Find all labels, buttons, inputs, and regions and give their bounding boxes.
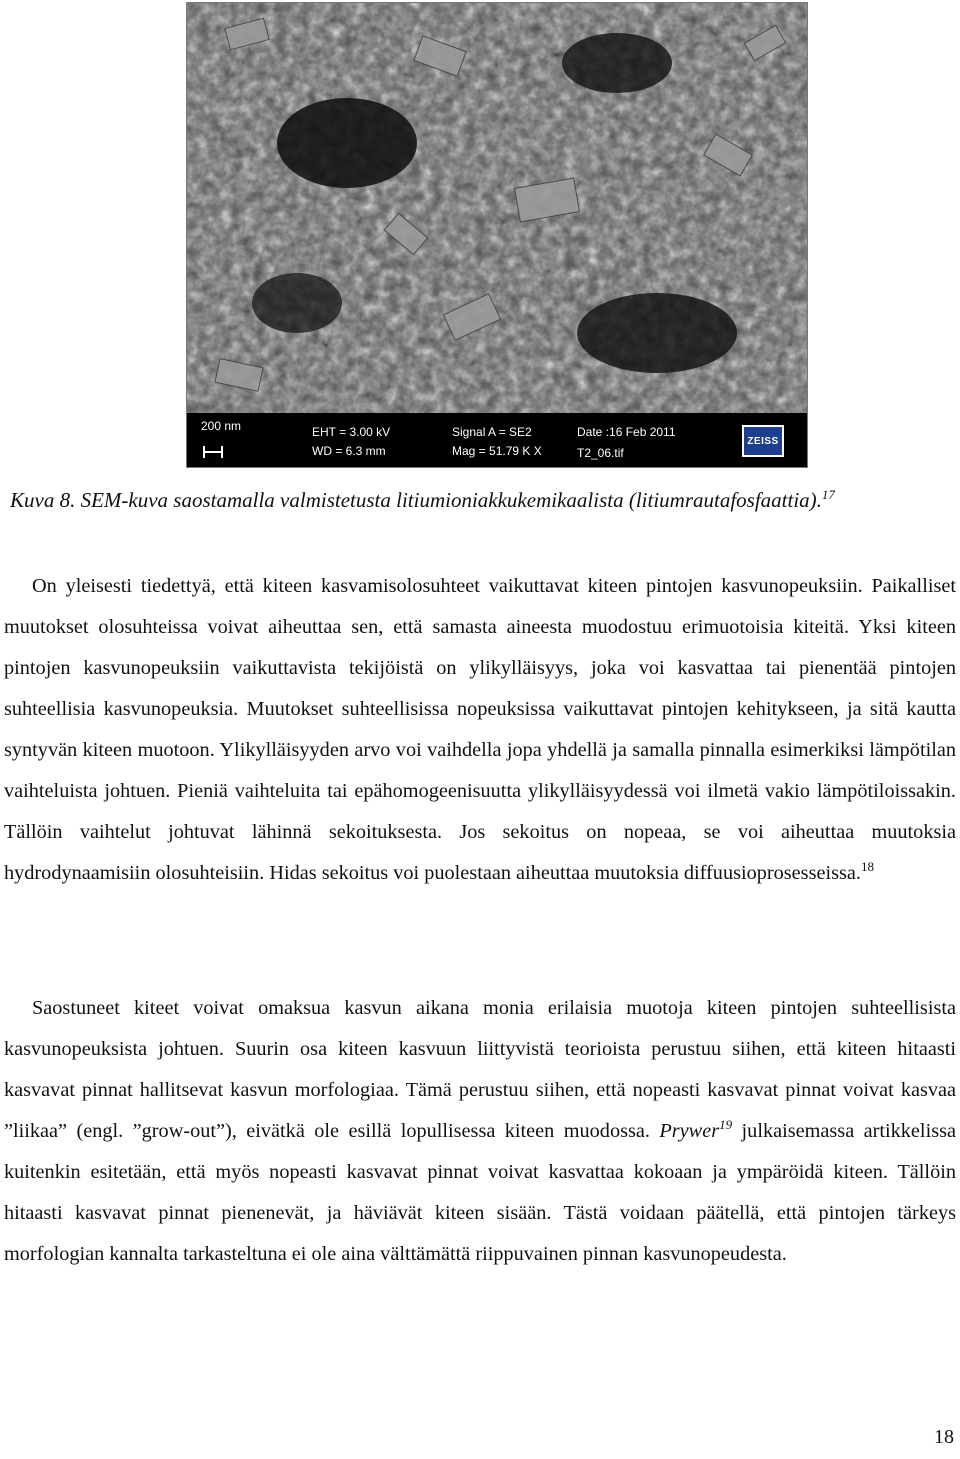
- scale-bar-icon: [203, 446, 223, 458]
- sem-info-bar: [187, 413, 807, 467]
- paragraph-2-author: Prywer: [659, 1120, 720, 1142]
- date-value: Date :16 Feb 2011: [577, 425, 676, 439]
- signal-value: Signal A = SE2: [452, 425, 532, 439]
- scale-bar-label: 200 nm: [201, 419, 242, 433]
- mag-value: Mag = 51.79 K X: [452, 444, 542, 458]
- file-name: T2_06.tif: [577, 446, 624, 460]
- wd-value: WD = 6.3 mm: [312, 444, 386, 458]
- sem-figure: [186, 2, 808, 468]
- paragraph-2-reference: 19: [719, 1117, 733, 1133]
- zeiss-logo-icon: ZEISS: [742, 425, 784, 457]
- page-number: 18: [934, 1426, 954, 1448]
- body-paragraph-2: [4, 988, 956, 1275]
- paragraph-1-reference: 18: [860, 859, 874, 875]
- caption-text: Kuva 8. SEM-kuva saostamalla valmistetusta litiumioniakkukemikaalista (litiumrautafosfaattia).: [10, 488, 822, 512]
- paragraph-2-text-before: Saostuneet kiteet voivat omaksua kasvun aikana monia erilaisia muotoja kiteen pintojen suhteellisista kasvunopeuksista johtuen. Suurin osa kiteen kasvuun liittyvistä teorioista perustuu siihen, että kiteen hitaasti kasvavat pinnat hallitsevat kasvun morfologiaa. Tämä perustuu siihen, että nopeasti kasvavat pinnat voivat kasvaa ”liikaa” (engl. ”grow-out”), eivätkä ole esillä lopullisessa kiteen muodossa.: [4, 997, 956, 1142]
- paragraph-1-text: On yleisesti tiedettyä, että kiteen kasvamisolosuhteet vaikuttavat kiteen pintojen kasvunopeuksiin. Paikalliset muutokset olosuhteissa voivat aiheuttaa sen, että samasta aineesta muodostuu erimuotoisia kiteitä. Yksi kiteen pintojen kasvunopeuksiin vaikuttavista tekijöistä on ylikylläisyys, joka voi kasvattaa tai pienentää pintojen suhteellisia kasvunopeuksia. Muutokset suhteellisissa nopeuksissa vaikuttavat pintojen kehitykseen, ja sitä kautta syntyvän kiteen muotoon. Ylikylläisyyden arvo voi vaihdella jopa yhdellä ja samalla pinnalla esimerkiksi lämpötilan vaihteluista johtuen. Pieniä vaihteluita tai epähomogeenisuutta ylikylläisyydessä voi ilmetä vakio lämpötiloissakin. Tällöin vaihtelut johtuvat lähinnä sekoituksesta. Jos sekoitus on nopeaa, se voi aiheuttaa muutoksia hydrodynaamisiin olosuhteisiin. Hidas sekoitus voi puolestaan aiheuttaa muutoksia diffuusioprosesseissa.: [4, 575, 956, 884]
- caption-reference: 17: [821, 487, 835, 502]
- body-paragraph-1: [4, 566, 956, 894]
- paragraph-2-text-after: julkaisemassa artikkelissa kuitenkin esitetään, että myös nopeasti kasvavat pinnat voivat kasvattaa kokoaan ja ympäröidä kiteen. Tällöin hitaasti kasvavat pinnat pienenevät, ja häviävät kiteen sisään. Tästä voidaan päätellä, että pintojen tärkeys morfologian kannalta tarkasteltuna ei ole aina välttämättä riippuvainen pinnan kasvunopeudesta.: [4, 1120, 956, 1265]
- figure-caption: [10, 488, 835, 513]
- eht-value: EHT = 3.00 kV: [312, 425, 391, 439]
- sem-micrograph-image: [187, 3, 807, 413]
